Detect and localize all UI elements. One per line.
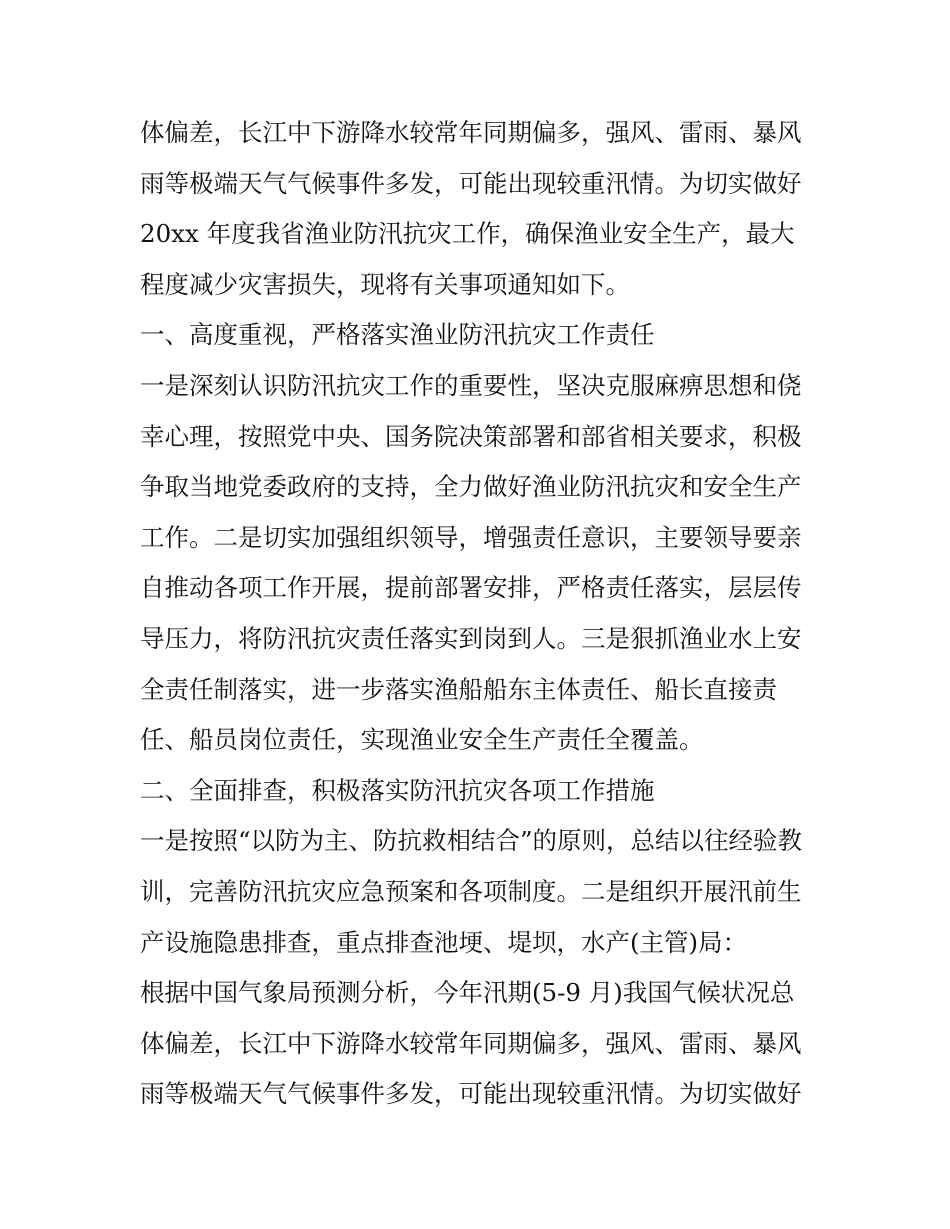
text-line: 体偏差，长江中下游降水较常年同期偏多，强风、雷雨、暴风 bbox=[140, 118, 802, 147]
text-line: 一是深刻认识防汛抗灾工作的重要性，坚决克服麻痹思想和侥 bbox=[140, 370, 802, 400]
text-line: 一是按照“以防为主、防抗救相结合”的原则，总结以往经验教 bbox=[140, 826, 803, 856]
text-line: 工作。二是切实加强组织领导，增强责任意识，主要领导要亲 bbox=[140, 522, 802, 552]
text-line: 20xx 年度我省渔业防汛抗灾工作，确保渔业安全生产，最大 bbox=[140, 219, 795, 249]
section-heading: 二、全面排查，积极落实防汛抗灾各项工作措施 bbox=[140, 775, 655, 805]
text-line: 产设施隐患排查，重点排查池埂、堤坝，水产(主管)局： bbox=[140, 927, 748, 957]
text-line: 雨等极端天气气候事件多发，可能出现较重汛情。为切实做好 bbox=[140, 1079, 802, 1109]
text-line: 根据中国气象局预测分析，今年汛期(5-9 月)我国气候状况总 bbox=[140, 978, 795, 1008]
text-line: 争取当地党委政府的支持，全力做好渔业防汛抗灾和安全生产 bbox=[140, 472, 802, 502]
section-heading: 一、高度重视，严格落实渔业防汛抗灾工作责任 bbox=[140, 320, 655, 350]
document-body bbox=[140, 108, 820, 1120]
text-line: 自推动各项工作开展，提前部署安排，严格责任落实，层层传 bbox=[140, 573, 802, 603]
text-line: 导压力，将防汛抗灾责任落实到岗到人。三是狠抓渔业水上安 bbox=[140, 623, 802, 653]
text-line: 幸心理，按照党中央、国务院决策部署和部省相关要求，积极 bbox=[140, 421, 802, 451]
text-line: 雨等极端天气气候事件多发，可能出现较重汛情。为切实做好 bbox=[140, 168, 802, 198]
text-line: 训，完善防汛抗灾应急预案和各项制度。二是组织开展汛前生 bbox=[140, 876, 802, 906]
text-line: 任、船员岗位责任，实现渔业安全生产责任全覆盖。 bbox=[140, 725, 704, 755]
text-line: 程度减少灾害损失，现将有关事项通知如下。 bbox=[140, 269, 630, 299]
text-line: 全责任制落实，进一步落实渔船船东主体责任、船长直接责 bbox=[140, 674, 777, 704]
text-line: 体偏差，长江中下游降水较常年同期偏多，强风、雷雨、暴风 bbox=[140, 1028, 802, 1058]
